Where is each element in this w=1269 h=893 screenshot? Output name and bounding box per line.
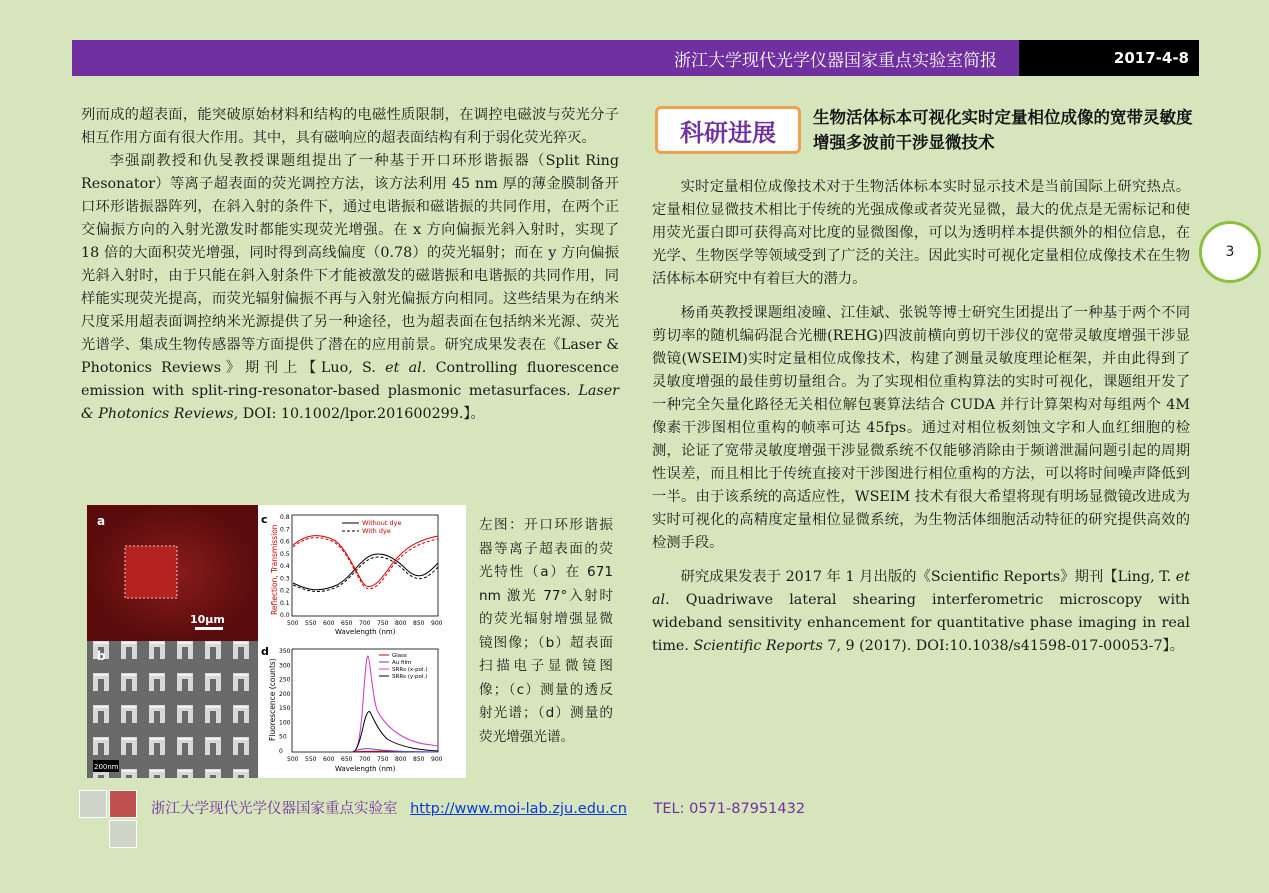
c-y-tick-0.1: 0.1 <box>280 599 290 607</box>
panel-a-scalebar-label: 10μm <box>190 613 225 626</box>
panel-d-label: d <box>261 645 269 658</box>
article-headline: 生物活体标本可视化实时定量相位成像的宽带灵敏度增强多波前干涉显微技术 <box>813 108 1193 152</box>
left-paragraph-2: 李强副教授和仇旻教授课题组提出了一种基于开口环形谐振器（Split Ring Resonator）等离子超表面的荧光调控方法，该方法利用 45 nm 厚的薄金膜制备开口环形谐振器阵列，在斜入射的条件下，通过电谐振和磁谐振的共同作用，在两个正交偏振方向的入射光激发时都能实现荧光增强。在 x 方向偏振光斜入射时，实现了 18 倍的大面积荧光增强，同时得到高线偏度（0.78）的荧光辐射；而在 y 方向偏振光斜入射时，由于只能在斜入射条件下才能被激发的磁谐振和电谐振的共同作用，同样能实现荧光提高，而荧光辐射偏振不再与入射光偏振方向相同。这些结果为在纳米尺度采用超表面调控纳米光源提供了另一种途径，也为超表面在包括纳米光源、荧光光谱学、集成生物传感器等方面提供了潜在的应用前景。研究成果发表在《Laser & Photonics Reviews》期刊上【Luo, S. et al. Controlling fluorescence emission with split-ring-resonator-based plasmonic metasurfaces. Laser & Photonics Reviews, DOI: 10.1002/lpor.201600299.】。 <box>81 153 619 422</box>
c-x-tick-600: 600 <box>323 620 335 627</box>
d-y-tick-350: 350 <box>279 648 291 655</box>
c-y-tick-0.6: 0.6 <box>280 538 290 546</box>
c-y-tick-0.2: 0.2 <box>280 587 290 595</box>
d-y-tick-0: 0 <box>279 748 283 755</box>
panel-c-xlabel: Wavelength (nm) <box>335 628 396 636</box>
left-paragraph-1: 列而成的超表面，能突破原始材料和结构的电磁性质限制，在调控电磁波与荧光分子相互作用方面有很大作用。其中，具有磁响应的超表面结构有利于弱化荧光猝灭。 <box>81 107 619 146</box>
c-y-tick-0.8: 0.8 <box>280 514 290 521</box>
metasurface-figure <box>87 505 466 778</box>
panel-a-fluorescence-image <box>87 505 258 641</box>
panel-c-ylabel: Reflection, Transmission <box>270 524 279 615</box>
d-x-tick-800: 800 <box>395 756 407 763</box>
c-y-tick-0.7: 0.7 <box>280 526 290 534</box>
right-paragraph-1: 实时定量相位成像技术对于生物活体标本实时显示技术是当前国际上研究热点。定量相位显微技术相比于传统的光强成像或者荧光显微，最大的优点是无需标记和使用荧光蛋白即可获得高对比度的显微图像，可以为透明样本提供额外的相位信息，在光学、生物医学等领域受到了广泛的关注。因此实时可视化定量相位成像技术在生物活体标本研究中有着巨大的潜力。 <box>652 179 1190 287</box>
section-badge: 科研进展 <box>655 106 801 154</box>
d-x-tick-600: 600 <box>323 756 335 763</box>
panel-d-fluorescence <box>261 645 443 773</box>
d-x-tick-500: 500 <box>287 756 299 763</box>
footer-tel: TEL: 0571-87951432 <box>653 801 806 817</box>
right-column <box>652 176 1190 669</box>
footer-square-red <box>109 790 137 818</box>
d-y-tick-250: 250 <box>279 676 291 684</box>
panel-c-label: c <box>261 513 268 526</box>
d-x-tick-550: 550 <box>305 756 317 763</box>
issue-date: 2017-4-8 <box>1019 40 1199 76</box>
d-x-tick-750: 750 <box>377 756 389 763</box>
c-x-tick-750: 750 <box>377 620 389 627</box>
c-x-tick-800: 800 <box>395 620 407 627</box>
d-x-tick-650: 650 <box>341 756 353 763</box>
c-y-tick-0.3: 0.3 <box>280 575 290 583</box>
footer-square-gray-1 <box>79 790 107 818</box>
c-reflection-no-dye <box>293 554 438 590</box>
d-legend-glass: Glass <box>392 653 407 659</box>
d-y-tick-200: 200 <box>279 690 291 698</box>
c-transmission-with-dye <box>293 538 438 589</box>
panel-d-xlabel: Wavelength (nm) <box>335 765 396 773</box>
panel-b-scalebar-label: 200nm <box>94 763 119 771</box>
d-x-tick-850: 850 <box>413 756 425 763</box>
left-column <box>81 104 619 426</box>
c-y-tick-0.0: 0.0 <box>280 612 290 619</box>
c-legend-with-dye: With dye <box>362 527 391 535</box>
d-y-tick-100: 100 <box>279 719 291 727</box>
c-y-tick-0.4: 0.4 <box>280 563 290 570</box>
figure-caption: 左图：开口环形谐振器等离子超表面的荧光特性（a）在 671 nm 激光 77°入射时的荧光辐射增强显微镜图像；（b）超表面扫描电子显微镜图像；（c）测量的透反射光谱；（d）测量的荧光增强光谱。 <box>479 517 613 745</box>
c-legend-without-dye: Without dye <box>362 519 402 527</box>
d-x-tick-700: 700 <box>359 756 371 763</box>
footer-url-link[interactable]: http://www.moi-lab.zju.edu.cn <box>410 801 627 817</box>
footer-text <box>151 797 805 818</box>
d-y-tick-300: 300 <box>279 662 291 670</box>
d-legend-au: Au film <box>392 660 412 666</box>
c-y-tick-0.5: 0.5 <box>280 550 290 558</box>
c-x-tick-650: 650 <box>341 620 353 627</box>
panel-b-sem-image <box>87 641 258 778</box>
panel-b-label: b <box>97 649 106 663</box>
panel-a-scalebar <box>195 627 223 630</box>
d-y-tick-50: 50 <box>279 733 287 741</box>
d-legend-srr-x: SRRs (x-pol.) <box>392 667 428 673</box>
c-transmission-no-dye <box>293 536 438 587</box>
c-x-tick-500: 500 <box>287 620 299 627</box>
footer-square-gray-2 <box>109 820 137 848</box>
c-x-tick-700: 700 <box>359 620 371 627</box>
c-x-tick-550: 550 <box>305 620 317 627</box>
d-legend-srr-y: SRRs (y-pol.) <box>392 674 428 680</box>
right-paragraph-2: 杨甬英教授课题组凌曈、江佳斌、张锐等博士研究生团提出了一种基于两个不同剪切率的随机编码混合光栅(REHG)四波前横向剪切干涉仪的宽带灵敏度增强干涉显微镜(WSEIM)实时定量相位成像技术，构建了测量灵敏度理论框架，并由此得到了灵敏度增强的最佳剪切量组合。为了实现相位重构算法的实时可视化，课题组开发了一种完全矢量化路径无关相位解包裹算法结合 CUDA 并行计算架构对每组两个 4M 像素干涉图相位重构的帧率可达 45fps。通过对相位板刻蚀文字和人血红细胞的检测，论证了宽带灵敏度增强干涉显微系统不仅能够消除由于频谱泄漏问题引起的周期性误差，而且相比于传统直接对干涉图进行相位重构的方法，可以将时间噪声降低到一半。由于该系统的高适应性，WSEIM 技术有很大希望将现有明场显微镜改进成为实时可视化的高精度定量相位显微系统，为生物活体细胞活动特征的研究提供高效的检测手段。 <box>652 305 1190 551</box>
panel-d-ylabel: Fluorescence (counts) <box>268 658 277 741</box>
c-x-tick-900: 900 <box>431 620 443 627</box>
c-reflection-with-dye <box>293 557 438 591</box>
footer-org: 浙江大学现代光学仪器国家重点实验室 <box>151 801 398 817</box>
d-x-tick-900: 900 <box>431 756 443 763</box>
header-bar <box>72 40 1199 76</box>
d-y-tick-150: 150 <box>279 705 291 713</box>
c-x-tick-850: 850 <box>413 620 425 627</box>
footer <box>79 790 1079 850</box>
newsletter-title: 浙江大学现代光学仪器国家重点实验室简报 <box>72 40 1019 76</box>
page-number: 3 <box>1199 221 1261 283</box>
panel-a-label: a <box>97 514 106 528</box>
right-paragraph-3: 研究成果发表于 2017 年 1 月出版的《Scientific Reports》期刊【Ling, T. et al. Quadriwave lateral shearing interferometric microscopy with wideband sensitivity enhancement for quantitative phase imaging in real time. Scientific Reports 7, 9 (2017). DOI:10.1038/s41598-017-00053-7】。 <box>652 569 1190 654</box>
panel-c-spectra <box>261 513 443 636</box>
